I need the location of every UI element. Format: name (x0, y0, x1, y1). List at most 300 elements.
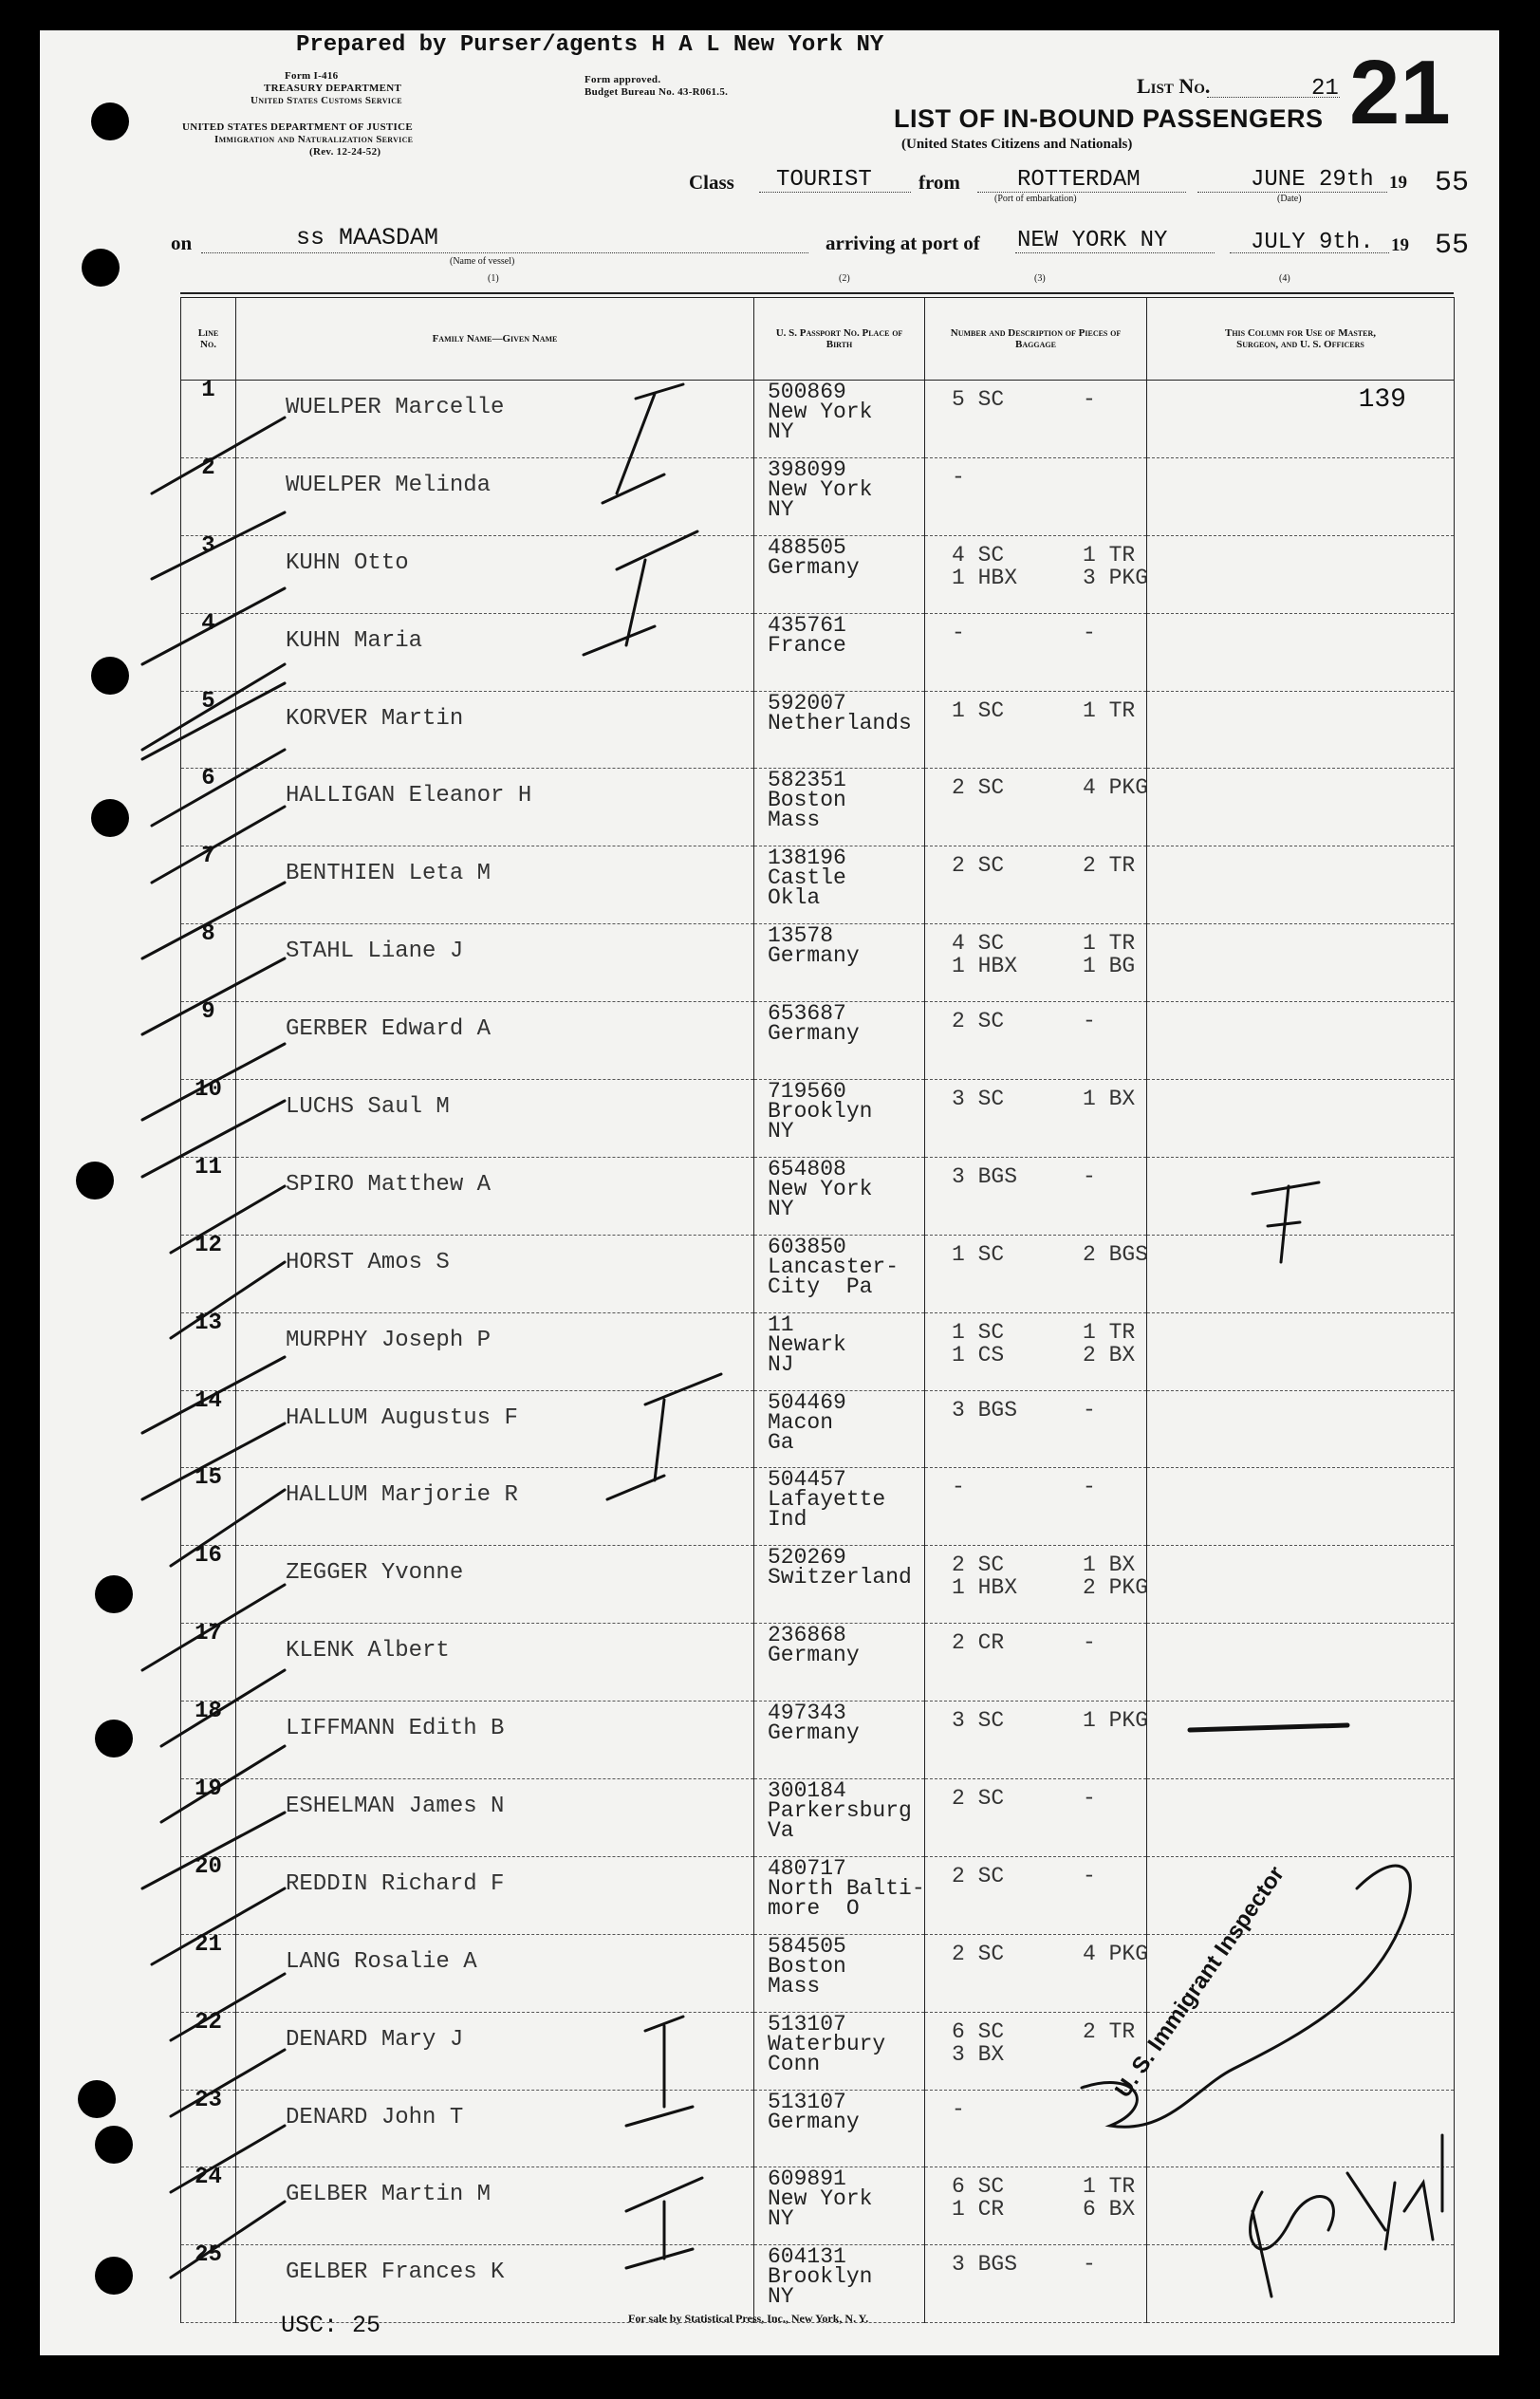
baggage: 3 BGS - (952, 2252, 1096, 2278)
passenger-name-cell (236, 1546, 754, 1624)
line-number-cell (181, 1853, 236, 1934)
line-number: 3 (201, 532, 215, 559)
passport-birthplace: 513107 Waterbury Conn (768, 2011, 886, 2076)
table-row (181, 1468, 1455, 1546)
vessel-name: ss MAASDAM (296, 224, 439, 251)
passport-birthplace-cell (754, 1002, 925, 1080)
officer-notes-cell (1147, 1546, 1455, 1624)
header-name: Family Name—Given Name (236, 298, 754, 381)
passport-birthplace-cell (754, 2090, 925, 2167)
officer-notes-cell (1147, 2012, 1455, 2090)
passport-birthplace-cell (754, 535, 925, 613)
officer-notes-cell (1147, 691, 1455, 769)
passenger-name-cell (236, 1312, 754, 1390)
baggage: - - (952, 1475, 1096, 1500)
officer-notes-cell (1147, 769, 1455, 846)
passport-birthplace: 236868 Germany (768, 1623, 860, 1668)
baggage: 2 SC 1 BX 1 HBX 2 PKG (952, 1553, 1149, 1601)
line-number-cell (181, 1776, 236, 1857)
departure-year-prefix: 19 (1389, 173, 1407, 193)
passenger-name: GELBER Martin M (286, 2182, 492, 2208)
line-number: 10 (195, 1077, 222, 1104)
baggage: 4 SC 1 TR 1 HBX 3 PKG (952, 542, 1149, 590)
table-row (181, 924, 1455, 1002)
passport-birthplace: 504469 Macon Ga (768, 1389, 846, 1455)
class-value: TOURIST (776, 167, 872, 193)
passenger-name-cell (236, 2090, 754, 2167)
line-number-cell (181, 1465, 236, 1546)
baggage-cell (925, 1624, 1147, 1702)
passport-birthplace-cell (754, 1235, 925, 1312)
officer-notes-cell (1147, 1312, 1455, 1390)
passenger-name-cell (236, 1157, 754, 1235)
baggage-cell (925, 1080, 1147, 1158)
ins-service: Immigration and Naturalization Service (214, 134, 414, 145)
passenger-name: KLENK Albert (286, 1638, 450, 1664)
baggage-cell (925, 2245, 1147, 2323)
immigrant-inspector-stamp: U. S. Immigrant Inspector (1110, 1861, 1290, 2103)
baggage: - (952, 464, 965, 490)
punch-hole (82, 249, 120, 287)
officer-notes (1147, 924, 1454, 934)
baggage-cell (925, 1702, 1147, 1779)
port-caption: (Port of embarkation) (994, 194, 1077, 204)
passenger-name-cell (236, 691, 754, 769)
vessel-dotted-line (201, 252, 808, 253)
justice-dept: UNITED STATES DEPARTMENT OF JUSTICE (182, 121, 413, 133)
officer-notes-cell (1147, 1235, 1455, 1312)
table-row (181, 381, 1455, 458)
passport-birthplace: 513107 Germany (768, 2089, 860, 2134)
officer-notes (1147, 1080, 1454, 1089)
officer-notes-cell (1147, 1702, 1455, 1779)
passenger-name: LANG Rosalie A (286, 1948, 477, 1975)
baggage: 2 SC 4 PKG (952, 775, 1149, 801)
passenger-name: REDDIN Richard F (286, 1870, 505, 1897)
baggage-cell (925, 1934, 1147, 2012)
baggage-cell (925, 457, 1147, 535)
passenger-name-cell (236, 1934, 754, 2012)
officer-notes (1147, 536, 1454, 546)
passport-birthplace: 603850 Lancaster- City Pa (768, 1234, 900, 1299)
passenger-name: KORVER Martin (286, 705, 464, 732)
officer-notes (1147, 692, 1454, 701)
passport-birthplace: 500869 New York NY (768, 380, 873, 444)
table-row (181, 613, 1455, 691)
baggage: - - (952, 620, 1096, 645)
passport-birthplace: 11 Newark NJ (768, 1311, 846, 1377)
officer-notes (1147, 1935, 1454, 1944)
line-number: 5 (201, 688, 215, 715)
arrival-date: JULY 9th. (1251, 230, 1374, 255)
passport-birthplace-cell (754, 1624, 925, 1702)
officer-notes (1147, 846, 1454, 856)
passenger-name-cell (236, 1390, 754, 1468)
line-number: 8 (201, 921, 215, 948)
passport-birthplace-cell (754, 769, 925, 846)
line-number: 21 (195, 1931, 222, 1958)
passport-birthplace-cell (754, 1779, 925, 1857)
passenger-name-cell (236, 2167, 754, 2245)
officer-notes-cell (1147, 457, 1455, 535)
officer-notes-cell (1147, 1157, 1455, 1235)
officer-notes (1147, 1002, 1454, 1012)
line-number: 9 (201, 999, 215, 1026)
officer-notes-cell (1147, 381, 1455, 458)
passenger-name: MURPHY Joseph P (286, 1327, 492, 1353)
baggage-cell (925, 1312, 1147, 1390)
departure-year: 55 (1435, 167, 1470, 199)
line-number: 13 (195, 1310, 222, 1336)
officer-notes (1147, 1236, 1454, 1245)
list-no-stamp: 21 (1349, 42, 1451, 143)
passenger-name-cell (236, 846, 754, 924)
passenger-name: LUCHS Saul M (286, 1094, 450, 1121)
passenger-name-cell (236, 924, 754, 1002)
passenger-name-cell (236, 1080, 754, 1158)
line-number: 22 (195, 2009, 222, 2036)
passenger-name-cell (236, 535, 754, 613)
baggage: 5 SC - (952, 387, 1096, 412)
header-line-no: Line No. (181, 298, 236, 381)
officer-notes (1147, 614, 1454, 623)
line-number-cell (181, 1931, 236, 2012)
prepared-by-line: Prepared by Purser/agents H A L New York NY (296, 32, 884, 58)
passport-birthplace: 582351 Boston Mass (768, 768, 846, 833)
table-row (181, 1934, 1455, 2012)
line-number-cell (181, 1154, 236, 1235)
from-label: from (918, 171, 960, 194)
line-number-cell (181, 457, 236, 535)
passport-birthplace-cell (754, 1856, 925, 1934)
form-number: Form I-416 (285, 70, 339, 82)
baggage-cell (925, 2167, 1147, 2245)
passport-birthplace-cell (754, 1468, 925, 1546)
baggage: 3 BGS - (952, 1163, 1096, 1189)
line-number: 15 (195, 1465, 222, 1492)
passport-birthplace-cell (754, 1934, 925, 2012)
on-label: on (171, 232, 193, 254)
table-row (181, 769, 1455, 846)
officer-notes-cell (1147, 613, 1455, 691)
form-revision: (Rev. 12-24-52) (309, 146, 381, 158)
table-row (181, 1080, 1455, 1158)
baggage-cell (925, 1779, 1147, 1857)
baggage: 1 SC 2 BGS (952, 1241, 1149, 1267)
baggage: 3 BGS - (952, 1397, 1096, 1423)
passenger-name: DENARD John T (286, 2104, 464, 2130)
baggage-cell (925, 381, 1147, 458)
passenger-name: HALLUM Marjorie R (286, 1482, 518, 1509)
passport-birthplace-cell (754, 2012, 925, 2090)
passport-birthplace: 584505 Boston Mass (768, 1933, 846, 1999)
passport-birthplace: 300184 Parkersburg Va (768, 1778, 912, 1844)
passport-birthplace: 654808 New York NY (768, 1156, 873, 1221)
table-row (181, 2012, 1455, 2090)
officer-notes-cell (1147, 1468, 1455, 1546)
baggage: 2 SC 4 PKG (952, 1941, 1149, 1966)
line-number-cell (181, 1232, 236, 1312)
punch-hole (91, 657, 129, 695)
baggage-cell (925, 2090, 1147, 2167)
form-approved: Form approved. (584, 74, 661, 85)
passport-birthplace: 604131 Brooklyn NY (768, 2244, 873, 2310)
printer-credit: For sale by Statistical Press, Inc., New York, N. Y. (628, 2312, 869, 2325)
table-row (181, 1624, 1455, 1702)
passport-birthplace: 480717 North Balti- more O (768, 1855, 925, 1921)
passenger-name: DENARD Mary J (286, 2026, 464, 2053)
line-number: 16 (195, 1543, 222, 1570)
embarkation-port: ROTTERDAM (1017, 167, 1141, 193)
baggage-cell (925, 691, 1147, 769)
line-number: 17 (195, 1621, 222, 1647)
officer-notes (1147, 1546, 1454, 1555)
line-number-cell (181, 532, 236, 613)
passenger-name: ZEGGER Yvonne (286, 1560, 464, 1587)
passport-birthplace: 488505 Germany (768, 534, 860, 580)
baggage: 2 SC - (952, 1009, 1096, 1034)
class-label: Class (689, 171, 734, 194)
punch-hole (95, 2126, 133, 2164)
passenger-name: ESHELMAN James N (286, 1794, 505, 1820)
table-row (181, 2167, 1455, 2245)
baggage: 2 SC - (952, 1863, 1096, 1888)
punch-hole (76, 1162, 114, 1200)
officer-notes (1147, 1468, 1454, 1478)
officer-notes-cell (1147, 1080, 1455, 1158)
passport-birthplace-cell (754, 691, 925, 769)
passenger-name-cell (236, 457, 754, 535)
date-caption: (Date) (1277, 194, 1302, 204)
line-number: 2 (201, 455, 215, 481)
passport-birthplace-cell (754, 1390, 925, 1468)
passport-birthplace-cell (754, 613, 925, 691)
passenger-name: GELBER Frances K (286, 2260, 505, 2286)
table-row (181, 691, 1455, 769)
line-number: 19 (195, 1776, 222, 1803)
line-number-cell (181, 2009, 236, 2090)
header-passport: U. S. Passport No. Place of Birth (754, 298, 925, 381)
baggage-cell (925, 846, 1147, 924)
officer-notes (1147, 1857, 1454, 1867)
col-num-4: (4) (1279, 273, 1290, 284)
line-number-cell (181, 846, 236, 924)
passport-birthplace: 520269 Switzerland (768, 1545, 912, 1590)
passenger-name-cell (236, 1002, 754, 1080)
baggage-cell (925, 535, 1147, 613)
officer-notes (1147, 458, 1454, 468)
passport-birthplace: 13578 Germany (768, 923, 860, 969)
officer-notes (1147, 1624, 1454, 1633)
officer-notes (1147, 1313, 1454, 1323)
officer-notes (1147, 1391, 1454, 1401)
officer-notes-cell (1147, 2167, 1455, 2245)
passenger-name: HALLUM Augustus F (286, 1404, 518, 1431)
officer-notes-cell (1147, 535, 1455, 613)
passport-birthplace-cell (754, 1312, 925, 1390)
punch-hole (78, 2080, 116, 2118)
usc-note: USC: 25 (281, 2312, 381, 2339)
line-number-cell (181, 2087, 236, 2167)
line-number-cell (181, 2167, 236, 2245)
officer-notes (1147, 2167, 1454, 2177)
line-number: 24 (195, 2165, 222, 2191)
line-number-cell (181, 2242, 236, 2323)
line-number: 7 (201, 844, 215, 870)
officer-notes-cell (1147, 2245, 1455, 2323)
header-rule (180, 292, 1454, 294)
baggage-cell (925, 613, 1147, 691)
officer-notes-cell (1147, 1856, 1455, 1934)
passenger-name-cell (236, 381, 754, 458)
officer-notes (1147, 769, 1454, 778)
departure-date: JUNE 29th (1251, 167, 1374, 193)
line-number-cell (181, 1699, 236, 1779)
arrival-year-prefix: 19 (1391, 235, 1409, 255)
table-row (181, 846, 1455, 924)
customs-service: United States Customs Service (250, 95, 402, 106)
passenger-name: BENTHIEN Leta M (286, 861, 492, 887)
line-number-cell (181, 1077, 236, 1158)
passenger-table (180, 297, 1455, 2323)
baggage: 2 SC - (952, 1786, 1096, 1812)
baggage: 1 SC 1 TR 1 CS 2 BX (952, 1319, 1136, 1367)
passenger-name-cell (236, 1624, 754, 1702)
passport-birthplace: 435761 France (768, 612, 846, 658)
passenger-name-cell (236, 1702, 754, 1779)
passport-birthplace: 398099 New York NY (768, 456, 873, 522)
passport-birthplace-cell (754, 1702, 925, 1779)
list-subtitle: (United States Citizens and Nationals) (901, 137, 1133, 152)
passenger-name-cell (236, 1468, 754, 1546)
baggage: 3 SC 1 PKG (952, 1708, 1149, 1734)
table-row (181, 1157, 1455, 1235)
budget-bureau: Budget Bureau No. 43-R061.5. (584, 86, 729, 98)
passenger-name: HORST Amos S (286, 1249, 450, 1275)
line-number: 18 (195, 1699, 222, 1725)
table-row (181, 535, 1455, 613)
officer-notes-cell (1147, 2090, 1455, 2167)
arrival-year: 55 (1435, 230, 1470, 262)
table-row (181, 2090, 1455, 2167)
passport-birthplace-cell (754, 1080, 925, 1158)
baggage: 2 SC 2 TR (952, 853, 1136, 879)
baggage: 6 SC 2 TR 3 BX (952, 2018, 1136, 2067)
passenger-name-cell (236, 1856, 754, 1934)
passport-birthplace: 497343 Germany (768, 1701, 860, 1746)
baggage-cell (925, 1468, 1147, 1546)
passport-birthplace-cell (754, 2167, 925, 2245)
line-number: 23 (195, 2087, 222, 2113)
list-no-typed: 21 (1311, 76, 1339, 102)
punch-hole (91, 799, 129, 837)
line-number-cell (181, 1387, 236, 1468)
line-number: 11 (195, 1154, 222, 1181)
line-number: 4 (201, 610, 215, 637)
line-number-cell (181, 1621, 236, 1702)
baggage: 2 CR - (952, 1630, 1096, 1656)
table-row (181, 1312, 1455, 1390)
officer-notes-cell (1147, 1779, 1455, 1857)
baggage-cell (925, 769, 1147, 846)
officer-notes-cell (1147, 1390, 1455, 1468)
col-num-1: (1) (488, 273, 499, 284)
baggage-cell (925, 1002, 1147, 1080)
passport-birthplace: 504457 Lafayette Ind (768, 1467, 886, 1533)
passenger-name: STAHL Liane J (286, 939, 464, 965)
passport-birthplace-cell (754, 924, 925, 1002)
vessel-caption: (Name of vessel) (450, 256, 515, 267)
punch-hole (95, 1575, 133, 1613)
baggage-cell (925, 1157, 1147, 1235)
passenger-name-cell (236, 769, 754, 846)
table-row (181, 457, 1455, 535)
baggage: 3 SC 1 BX (952, 1087, 1136, 1112)
officer-notes: 139 (1358, 385, 1406, 415)
officer-notes-cell (1147, 1002, 1455, 1080)
line-number: 25 (195, 2242, 222, 2269)
passenger-name-cell (236, 2012, 754, 2090)
baggage-cell (925, 1235, 1147, 1312)
line-number-cell (181, 766, 236, 846)
list-no-label: List No. (1137, 74, 1211, 98)
header-officers: This Column for Use of Master, Surgeon, and U. S. Officers (1147, 298, 1455, 381)
header-baggage: Number and Description of Pieces of Baggage (925, 298, 1147, 381)
passenger-name: SPIRO Matthew A (286, 1171, 492, 1198)
punch-hole (95, 1720, 133, 1757)
officer-notes (1147, 1779, 1454, 1789)
passport-birthplace-cell (754, 381, 925, 458)
passenger-name: GERBER Edward A (286, 1016, 492, 1043)
table-row (181, 1002, 1455, 1080)
baggage-cell (925, 2012, 1147, 2090)
passenger-name: HALLIGAN Eleanor H (286, 783, 532, 809)
passport-birthplace-cell (754, 1546, 925, 1624)
line-number-cell (181, 1543, 236, 1624)
passenger-name: WUELPER Marcelle (286, 395, 505, 420)
passenger-name: WUELPER Melinda (286, 472, 492, 498)
table-row (181, 1235, 1455, 1312)
line-number-cell (181, 610, 236, 691)
baggage: 6 SC 1 TR 1 CR 6 BX (952, 2174, 1136, 2222)
punch-hole (95, 2257, 133, 2295)
passport-birthplace: 653687 Germany (768, 1001, 860, 1047)
officer-notes (1147, 2091, 1454, 2100)
table-row (181, 1546, 1455, 1624)
officer-notes (1147, 2245, 1454, 2255)
col-num-2: (2) (839, 273, 850, 284)
passenger-name: KUHN Maria (286, 627, 423, 654)
punch-hole (91, 102, 129, 140)
list-title: LIST OF IN-BOUND PASSENGERS (894, 104, 1324, 133)
line-number-cell (181, 1312, 236, 1390)
baggage-cell (925, 1546, 1147, 1624)
arriving-label: arriving at port of (826, 232, 980, 254)
baggage-cell (925, 924, 1147, 1002)
table-row (181, 1779, 1455, 1857)
baggage-cell (925, 1390, 1147, 1468)
arrival-port: NEW YORK NY (1017, 228, 1168, 253)
passenger-name-cell (236, 1779, 754, 1857)
passport-birthplace: 609891 New York NY (768, 2167, 873, 2232)
baggage: 1 SC 1 TR (952, 697, 1136, 723)
passport-birthplace: 592007 Netherlands (768, 690, 912, 735)
officer-notes-cell (1147, 846, 1455, 924)
line-number-cell (181, 999, 236, 1080)
passenger-name-cell (236, 613, 754, 691)
baggage-cell (925, 1856, 1147, 1934)
line-number-cell (181, 921, 236, 1002)
